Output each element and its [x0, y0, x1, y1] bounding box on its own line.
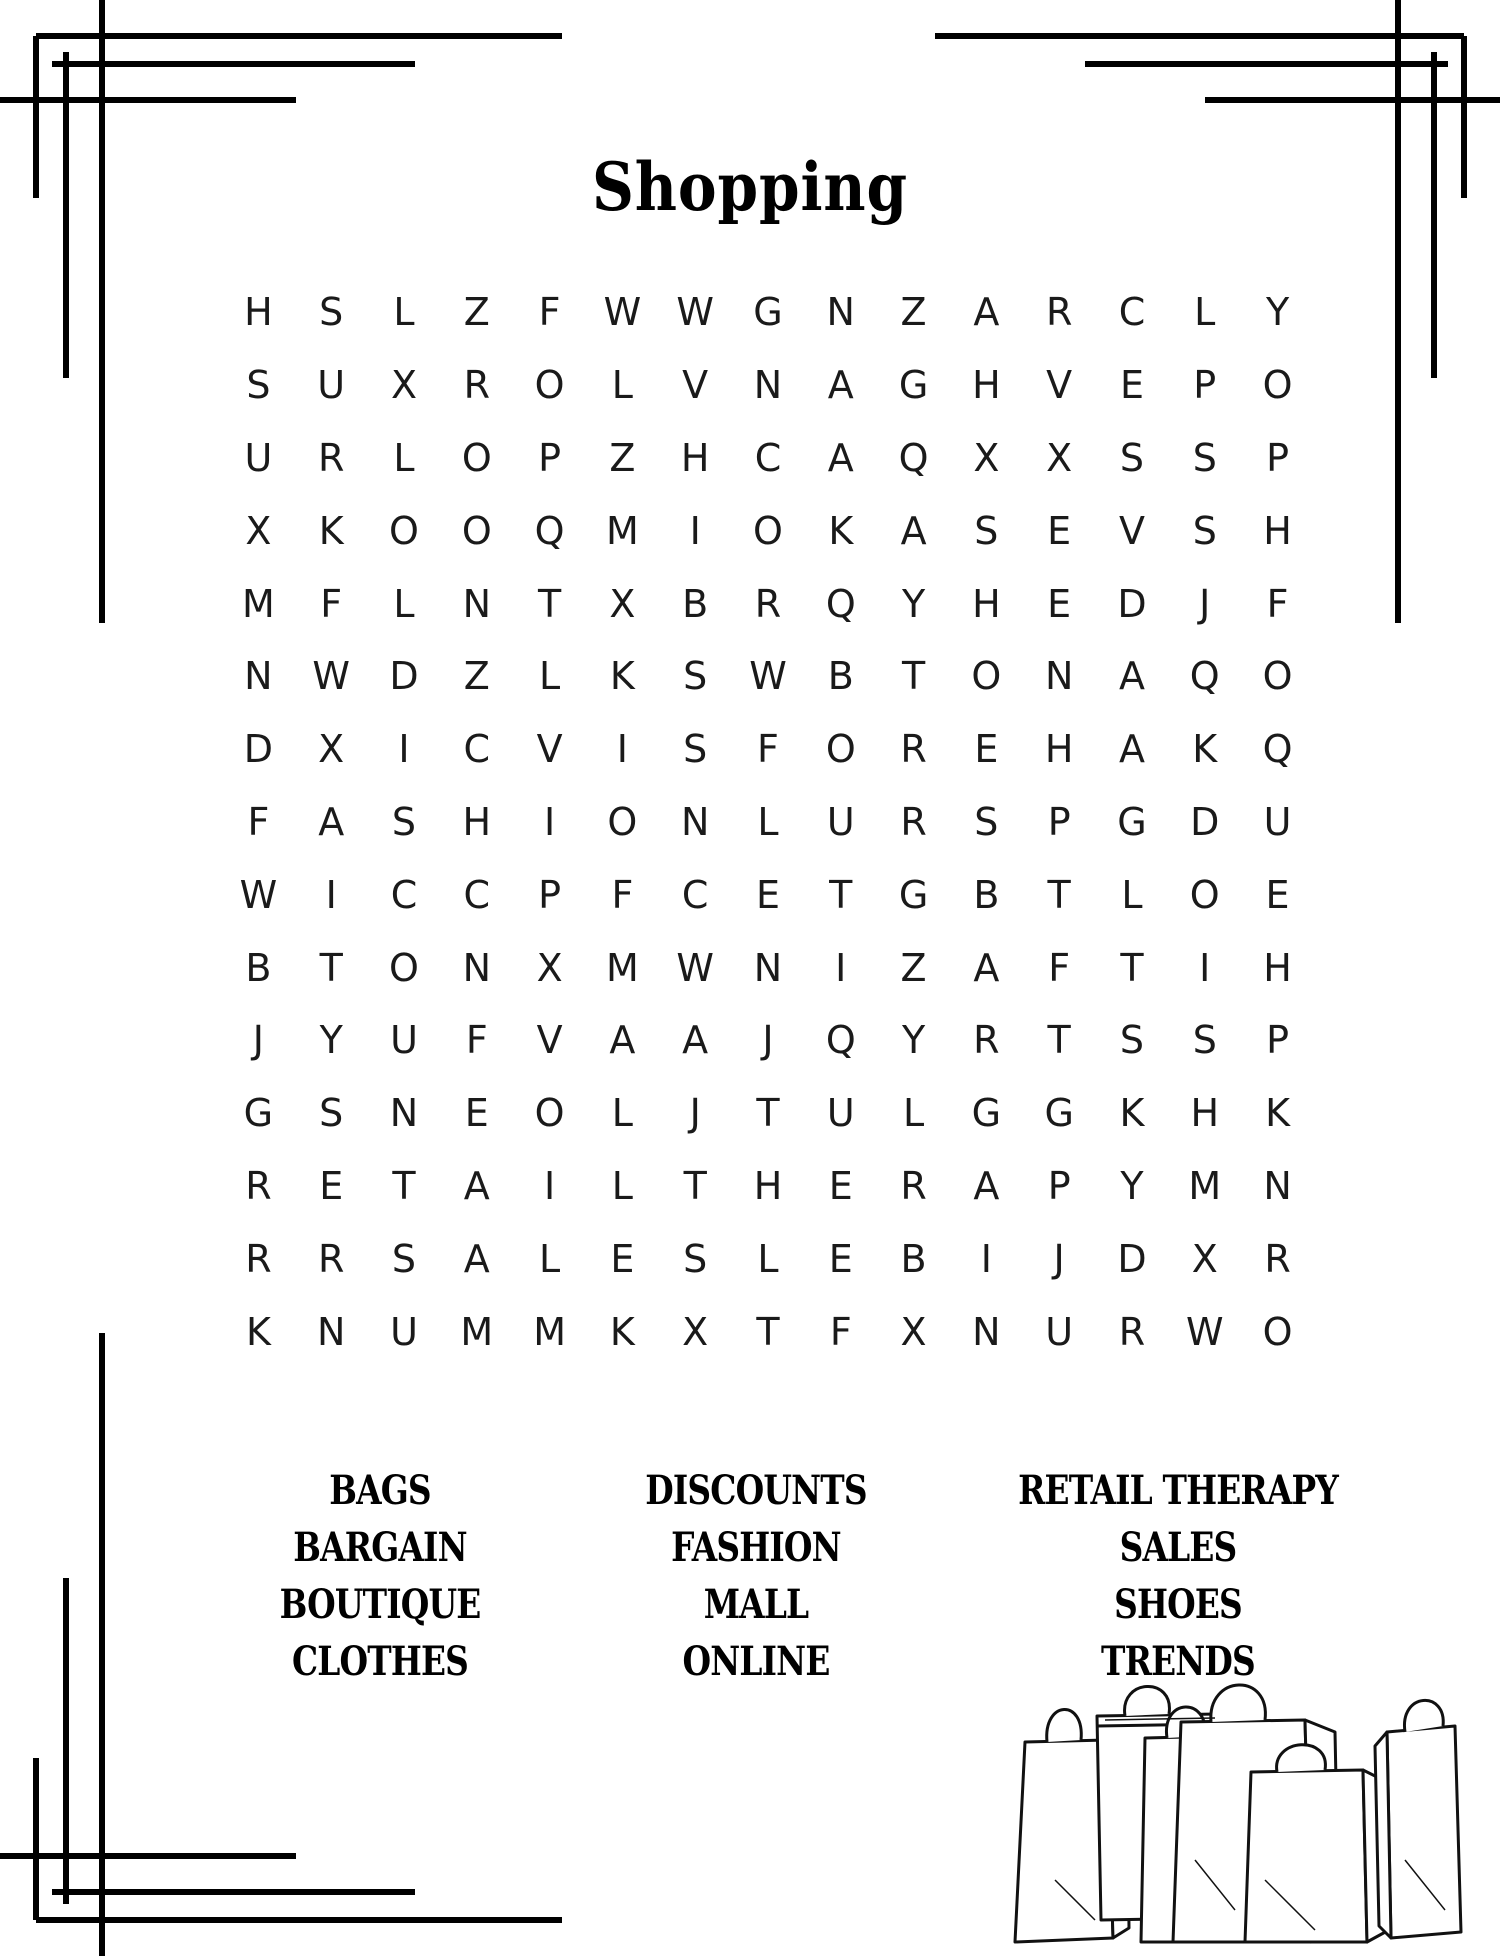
grid-cell[interactable]: Z: [609, 435, 636, 480]
grid-cell[interactable]: B: [827, 654, 854, 699]
grid-cell[interactable]: K: [828, 508, 854, 553]
grid-cell[interactable]: S: [1192, 435, 1217, 480]
grid-cell[interactable]: E: [1047, 508, 1072, 553]
grid-cell[interactable]: A: [827, 363, 854, 408]
grid-cell[interactable]: O: [534, 363, 565, 408]
grid-cell[interactable]: O: [1262, 1309, 1293, 1354]
grid-cell[interactable]: P: [1193, 363, 1217, 408]
grid-cell[interactable]: V: [1118, 508, 1145, 553]
grid-cell[interactable]: F: [829, 1309, 852, 1354]
grid-cell[interactable]: I: [980, 1236, 992, 1281]
grid-cell[interactable]: T: [1047, 1018, 1071, 1063]
grid-cell[interactable]: A: [318, 799, 345, 844]
grid-cell[interactable]: Z: [900, 945, 927, 990]
word-list-item: DISCOUNTS: [645, 1467, 867, 1514]
grid-cell[interactable]: Y: [901, 581, 926, 626]
grid-cell[interactable]: H: [1263, 945, 1292, 990]
grid-cell[interactable]: H: [1190, 1091, 1220, 1136]
grid-cell[interactable]: L: [393, 581, 415, 626]
grid-cell[interactable]: C: [681, 872, 709, 917]
grid-cell[interactable]: S: [683, 654, 708, 699]
grid-cell[interactable]: L: [1121, 872, 1143, 917]
grid-cell[interactable]: A: [973, 290, 1000, 335]
grid-cell[interactable]: K: [609, 1309, 635, 1354]
grid-cell[interactable]: X: [390, 363, 418, 408]
grid-cell[interactable]: G: [243, 1091, 274, 1136]
word-list-column-1: [180, 1462, 580, 1690]
grid-cell[interactable]: F: [611, 872, 634, 917]
word-list: [0, 1462, 1500, 1692]
grid-cell[interactable]: K: [1265, 1091, 1291, 1136]
grid-cell[interactable]: L: [757, 799, 779, 844]
grid-cell[interactable]: X: [536, 945, 563, 990]
grid-cell[interactable]: R: [245, 1236, 272, 1281]
grid-cell[interactable]: E: [974, 727, 999, 772]
word-list-item: ONLINE: [682, 1638, 830, 1685]
grid-cell[interactable]: T: [683, 1163, 707, 1208]
grid-cell[interactable]: K: [1192, 727, 1218, 772]
grid-cell[interactable]: P: [1047, 1163, 1071, 1208]
grid-cell[interactable]: B: [682, 581, 709, 626]
grid-cell[interactable]: E: [1119, 363, 1144, 408]
grid-cell[interactable]: H: [462, 799, 492, 844]
page-title: Shopping: [591, 148, 909, 226]
grid-cell[interactable]: D: [1190, 799, 1220, 844]
grid-cell[interactable]: B: [973, 872, 1000, 917]
grid-cell[interactable]: E: [828, 1163, 853, 1208]
grid-cell[interactable]: U: [1263, 799, 1292, 844]
grid-cell[interactable]: J: [1199, 581, 1211, 626]
word-list-column-3: [978, 1462, 1378, 1690]
grid-cell[interactable]: H: [972, 581, 1001, 626]
grid-cell[interactable]: T: [829, 872, 853, 917]
grid-cell[interactable]: Q: [898, 435, 929, 480]
grid-cell[interactable]: N: [316, 1309, 346, 1354]
grid-cell[interactable]: S: [683, 727, 708, 772]
word-list-item: MALL: [703, 1581, 809, 1628]
grid-cell[interactable]: X: [318, 727, 345, 772]
grid-cell[interactable]: T: [392, 1163, 416, 1208]
grid-cell[interactable]: W: [676, 290, 714, 335]
grid-cell[interactable]: I: [325, 872, 337, 917]
grid-cell[interactable]: R: [973, 1018, 1000, 1063]
grid-cell[interactable]: Y: [901, 1018, 926, 1063]
grid-cell[interactable]: L: [757, 1236, 779, 1281]
grid-cell[interactable]: U: [244, 435, 273, 480]
grid-cell[interactable]: R: [317, 1236, 345, 1281]
grid-cell[interactable]: A: [609, 1018, 636, 1063]
word-search-grid[interactable]: [222, 276, 1314, 1354]
grid-cell[interactable]: S: [246, 363, 271, 408]
word-list-item: FASHION: [671, 1524, 841, 1571]
grid-cell[interactable]: I: [543, 1163, 556, 1208]
grid-cell[interactable]: F: [1266, 581, 1289, 626]
grid-cell[interactable]: X: [609, 581, 636, 626]
grid-cell[interactable]: O: [1262, 654, 1293, 699]
grid-cell[interactable]: H: [1263, 508, 1292, 553]
grid-cell[interactable]: I: [689, 508, 701, 553]
grid-cell[interactable]: H: [680, 435, 710, 480]
grid-cell[interactable]: A: [827, 435, 854, 480]
grid-cell[interactable]: F: [465, 1018, 488, 1063]
grid-cell[interactable]: V: [536, 727, 563, 772]
grid-cell[interactable]: A: [1118, 654, 1145, 699]
grid-cell[interactable]: M: [1188, 1163, 1222, 1208]
grid-cell[interactable]: O: [461, 508, 492, 553]
grid-cell[interactable]: O: [607, 799, 638, 844]
grid-cell[interactable]: S: [974, 799, 999, 844]
grid-cell[interactable]: G: [1044, 1091, 1074, 1136]
grid-cell[interactable]: I: [398, 727, 410, 772]
grid-cell[interactable]: N: [753, 945, 783, 990]
grid-cell[interactable]: T: [1047, 872, 1071, 917]
grid-cell[interactable]: E: [319, 1163, 344, 1208]
grid-cell[interactable]: R: [900, 1163, 927, 1208]
grid-cell[interactable]: B: [900, 1236, 927, 1281]
grid-cell[interactable]: U: [390, 1309, 418, 1354]
grid-cell[interactable]: P: [1266, 435, 1290, 480]
grid-cell[interactable]: A: [463, 1163, 490, 1208]
grid-cell[interactable]: U: [1045, 1309, 1074, 1354]
grid-cell[interactable]: S: [1192, 508, 1217, 553]
word-list-item: SALES: [1119, 1524, 1237, 1571]
grid-cell[interactable]: V: [682, 363, 709, 408]
grid-cell[interactable]: T: [319, 945, 343, 990]
grid-cell[interactable]: P: [1047, 799, 1071, 844]
grid-cell[interactable]: O: [971, 654, 1002, 699]
grid-cell[interactable]: M: [605, 945, 639, 990]
grid-cell[interactable]: S: [319, 290, 344, 335]
grid-cell[interactable]: H: [1044, 727, 1074, 772]
grid-cell[interactable]: E: [464, 1091, 489, 1136]
grid-cell[interactable]: R: [1118, 1309, 1146, 1354]
grid-cell[interactable]: K: [245, 1309, 271, 1354]
grid-cell[interactable]: N: [826, 290, 855, 335]
grid-cell[interactable]: Y: [319, 1018, 343, 1063]
grid-cell[interactable]: V: [536, 1018, 563, 1063]
grid-cell[interactable]: D: [389, 654, 419, 699]
grid-cell[interactable]: L: [611, 363, 633, 408]
grid-cell[interactable]: O: [389, 945, 419, 990]
grid-cell[interactable]: E: [755, 872, 780, 917]
grid-cell[interactable]: V: [1046, 363, 1073, 408]
grid-cell[interactable]: W: [1185, 1309, 1224, 1354]
grid-cell[interactable]: N: [462, 945, 491, 990]
grid-cell[interactable]: X: [1046, 435, 1073, 480]
grid-cell[interactable]: C: [463, 727, 491, 772]
word-list-item: CLOTHES: [291, 1638, 469, 1685]
grid-cell[interactable]: P: [538, 435, 562, 480]
grid-cell[interactable]: E: [828, 1236, 853, 1281]
grid-cell[interactable]: N: [389, 1091, 419, 1136]
grid-cell[interactable]: W: [239, 872, 278, 917]
grid-cell[interactable]: U: [317, 363, 346, 408]
grid-cell[interactable]: P: [538, 872, 562, 917]
grid-cell[interactable]: O: [534, 1091, 565, 1136]
grid-cell[interactable]: N: [972, 1309, 1001, 1354]
grid-cell[interactable]: W: [676, 945, 714, 990]
grid-cell[interactable]: A: [973, 1163, 1000, 1208]
grid-cell[interactable]: A: [463, 1236, 490, 1281]
grid-cell[interactable]: H: [753, 1163, 783, 1208]
grid-cell[interactable]: I: [835, 945, 847, 990]
grid-cell[interactable]: F: [247, 799, 270, 844]
grid-cell[interactable]: J: [252, 1018, 264, 1063]
grid-cell[interactable]: Y: [1265, 290, 1290, 335]
grid-cell[interactable]: H: [972, 363, 1001, 408]
grid-cell[interactable]: Y: [1120, 1163, 1144, 1208]
grid-cell[interactable]: O: [389, 508, 419, 553]
grid-cell[interactable]: J: [689, 1091, 701, 1136]
grid-cell[interactable]: W: [603, 290, 642, 335]
grid-cell[interactable]: N: [244, 654, 273, 699]
grid-cell[interactable]: D: [1117, 581, 1147, 626]
grid-cell[interactable]: Q: [1189, 654, 1220, 699]
grid-cell[interactable]: S: [1119, 1018, 1145, 1063]
grid-cell[interactable]: Q: [1262, 727, 1293, 772]
grid-cell[interactable]: G: [753, 290, 783, 335]
grid-cell[interactable]: A: [900, 508, 927, 553]
grid-cell[interactable]: N: [680, 799, 710, 844]
grid-cell[interactable]: X: [973, 435, 1000, 480]
grid-cell[interactable]: S: [319, 1091, 344, 1136]
grid-cell[interactable]: R: [900, 799, 927, 844]
word-list-column-2: [556, 1462, 956, 1690]
grid-cell[interactable]: G: [898, 363, 929, 408]
grid-cell[interactable]: T: [756, 1309, 780, 1354]
grid-cell[interactable]: F: [320, 581, 343, 626]
grid-cell[interactable]: A: [1118, 727, 1145, 772]
grid-cell[interactable]: L: [902, 1091, 925, 1136]
grid-cell[interactable]: O: [461, 435, 492, 480]
grid-cell[interactable]: O: [753, 508, 783, 553]
grid-cell[interactable]: U: [826, 1091, 855, 1136]
grid-cell[interactable]: Q: [534, 508, 565, 553]
grid-cell[interactable]: F: [757, 727, 779, 772]
grid-cell[interactable]: M: [460, 1309, 494, 1354]
grid-cell[interactable]: T: [901, 654, 926, 699]
grid-cell[interactable]: S: [391, 799, 417, 844]
grid-cell[interactable]: B: [245, 945, 272, 990]
grid-cell[interactable]: D: [1117, 1236, 1147, 1281]
grid-cell[interactable]: W: [312, 654, 350, 699]
grid-cell[interactable]: U: [826, 799, 855, 844]
grid-cell[interactable]: X: [245, 508, 272, 553]
grid-cell[interactable]: H: [244, 290, 273, 335]
grid-cell[interactable]: E: [1265, 872, 1290, 917]
grid-cell[interactable]: Q: [825, 1018, 856, 1063]
grid-cell[interactable]: R: [900, 727, 927, 772]
grid-cell[interactable]: O: [1262, 363, 1293, 408]
grid-cell[interactable]: S: [1119, 435, 1145, 480]
grid-cell[interactable]: A: [973, 945, 1000, 990]
grid-cell[interactable]: S: [391, 1236, 417, 1281]
grid-cell[interactable]: C: [1118, 290, 1146, 335]
grid-cell[interactable]: R: [1264, 1236, 1291, 1281]
grid-cell[interactable]: N: [1263, 1163, 1292, 1208]
grid-cell[interactable]: P: [1266, 1018, 1290, 1063]
grid-cell[interactable]: R: [317, 435, 345, 480]
grid-cell[interactable]: I: [543, 799, 556, 844]
grid-cell[interactable]: U: [390, 1018, 418, 1063]
grid-cell[interactable]: N: [462, 581, 491, 626]
word-list-item: SHOES: [1114, 1581, 1242, 1628]
grid-cell[interactable]: C: [463, 872, 491, 917]
grid-cell[interactable]: K: [1119, 1091, 1145, 1136]
grid-cell[interactable]: L: [393, 435, 415, 480]
grid-cell[interactable]: G: [971, 1091, 1002, 1136]
grid-cell[interactable]: L: [611, 1163, 633, 1208]
word-list-item: BARGAIN: [293, 1524, 467, 1571]
grid-cell[interactable]: I: [616, 727, 628, 772]
grid-cell[interactable]: L: [611, 1091, 633, 1136]
grid-cell[interactable]: D: [243, 727, 274, 772]
grid-cell[interactable]: G: [1117, 799, 1147, 844]
grid-cell[interactable]: T: [756, 1091, 780, 1136]
word-list-item: BOUTIQUE: [279, 1581, 481, 1628]
grid-cell[interactable]: M: [533, 1309, 566, 1354]
grid-cell[interactable]: J: [762, 1018, 774, 1063]
grid-cell[interactable]: L: [1194, 290, 1216, 335]
grid-cell[interactable]: J: [1053, 1236, 1065, 1281]
grid-cell[interactable]: M: [605, 508, 639, 553]
grid-cell[interactable]: F: [538, 290, 561, 335]
grid-cell[interactable]: T: [1120, 945, 1144, 990]
grid-cell[interactable]: K: [609, 654, 635, 699]
grid-cell[interactable]: X: [900, 1309, 927, 1354]
grid-cell[interactable]: Z: [463, 290, 490, 335]
word-list-item: TRENDS: [1101, 1638, 1255, 1685]
grid-cell[interactable]: C: [754, 435, 782, 480]
grid-cell[interactable]: S: [974, 508, 999, 553]
grid-cell[interactable]: R: [754, 581, 782, 626]
grid-cell[interactable]: K: [318, 508, 344, 553]
grid-cell[interactable]: I: [1199, 945, 1211, 990]
grid-cell[interactable]: F: [1048, 945, 1071, 990]
grid-cell[interactable]: Z: [900, 290, 927, 335]
grid-cell[interactable]: O: [825, 727, 856, 772]
shopping-bags-icon: [995, 1680, 1470, 1950]
grid-cell[interactable]: L: [539, 654, 561, 699]
grid-cell[interactable]: W: [749, 654, 787, 699]
grid-cell[interactable]: R: [1045, 290, 1073, 335]
word-list-item: BAGS: [329, 1467, 431, 1514]
grid-cell[interactable]: M: [242, 581, 275, 626]
grid-cell[interactable]: T: [537, 581, 562, 626]
grid-cell[interactable]: Z: [463, 654, 490, 699]
grid-cell[interactable]: E: [610, 1236, 635, 1281]
grid-cell[interactable]: C: [390, 872, 418, 917]
grid-cell[interactable]: S: [1192, 1018, 1217, 1063]
grid-cell[interactable]: N: [1044, 654, 1074, 699]
grid-cell[interactable]: L: [393, 290, 415, 335]
grid-cell[interactable]: S: [683, 1236, 708, 1281]
grid-cell[interactable]: X: [682, 1309, 709, 1354]
grid-cell[interactable]: E: [1047, 581, 1072, 626]
grid-cell[interactable]: R: [463, 363, 490, 408]
grid-cell[interactable]: A: [682, 1018, 709, 1063]
grid-cell[interactable]: L: [539, 1236, 561, 1281]
grid-cell[interactable]: R: [245, 1163, 272, 1208]
grid-cell[interactable]: G: [898, 872, 929, 917]
word-list-item: RETAIL THERAPY: [1018, 1467, 1338, 1514]
grid-cell[interactable]: N: [753, 363, 783, 408]
grid-cell[interactable]: Q: [825, 581, 856, 626]
grid-cell[interactable]: O: [1189, 872, 1220, 917]
grid-cell[interactable]: X: [1191, 1236, 1218, 1281]
